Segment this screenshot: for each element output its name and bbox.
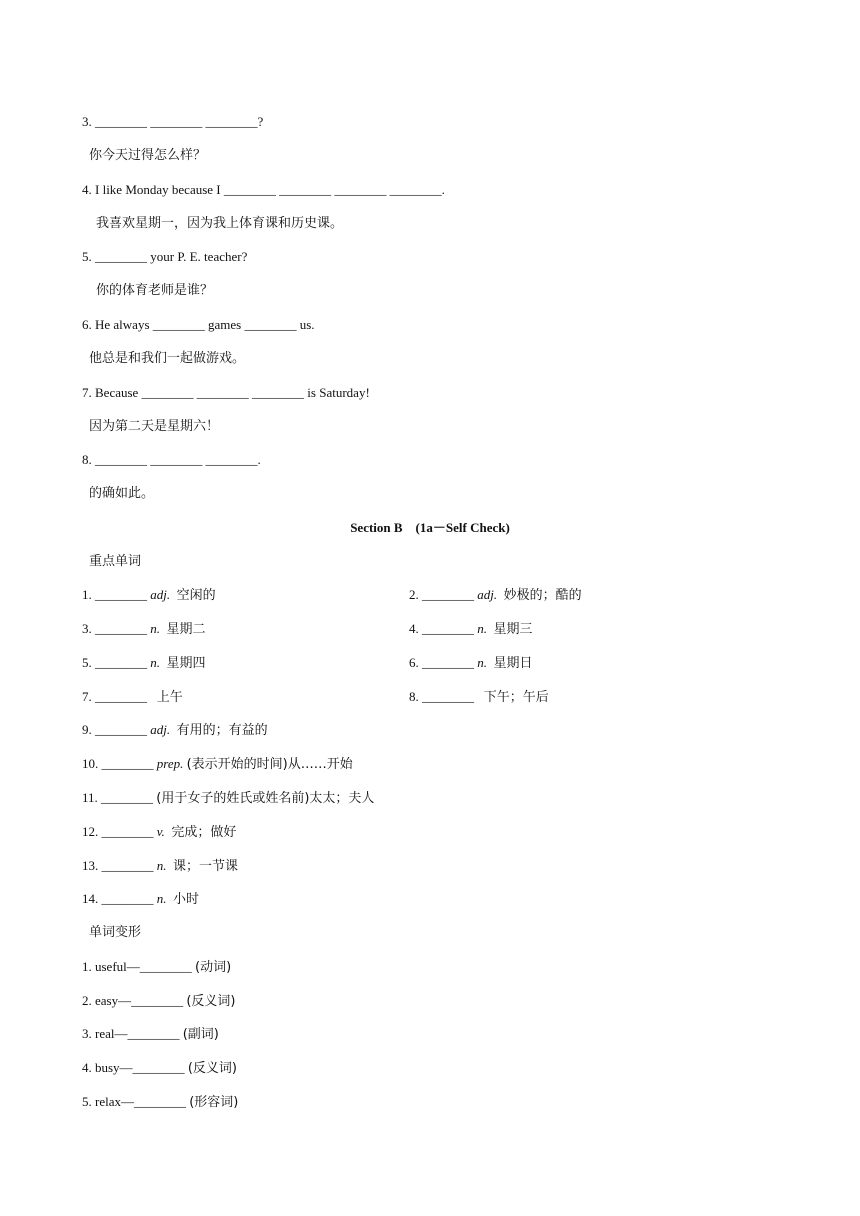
form-item: 1. useful—________ (动词)	[82, 959, 232, 975]
sentence-4: 4. I like Monday because I ________ ________ ________ ________.	[82, 182, 445, 197]
vocab-item: 6. ________ n. 星期日	[409, 655, 533, 671]
vocab-item: 5. ________ n. 星期四	[82, 655, 206, 671]
vocab-item: 13. ________ n. 课；一节课	[82, 858, 239, 874]
vocab-item: 1. ________ adj. 空闲的	[82, 587, 216, 603]
translation-3: 你今天过得怎么样？	[89, 148, 207, 163]
form-item: 5. relax—________ (形容词)	[82, 1094, 239, 1110]
translation-7: 因为第二天是星期六！	[89, 419, 220, 434]
sentence-5: 5. ________ your P. E. teacher?	[82, 249, 248, 264]
vocab-item: 9. ________ adj. 有用的；有益的	[82, 722, 268, 738]
section-title: Section B (1a－Self Check)	[350, 520, 510, 535]
sentence-3: 3. ________ ________ ________?	[82, 114, 264, 129]
vocab-item: 12. ________ v. 完成；做好	[82, 824, 237, 840]
vocab-item: 3. ________ n. 星期二	[82, 621, 206, 637]
translation-5: 你的体育老师是谁？	[96, 283, 214, 298]
translation-8: 的确如此。	[89, 486, 155, 501]
vocab-item: 7. ________ 上午	[82, 689, 183, 705]
sentence-6: 6. He always ________ games ________ us.	[82, 317, 315, 332]
sentence-7: 7. Because ________ ________ ________ is Saturday!	[82, 385, 370, 400]
vocab-item: 10. ________ prep. (表示开始的时间)从……开始	[82, 756, 353, 772]
form-item: 3. real—________ (副词)	[82, 1026, 219, 1042]
sentence-8: 8. ________ ________ ________.	[82, 452, 261, 467]
vocab-item: 11. ________ (用于女子的姓氏或姓名前)太太；夫人	[82, 790, 375, 806]
vocab-item: 4. ________ n. 星期三	[409, 621, 533, 637]
vocab-item: 14. ________ n. 小时	[82, 891, 200, 907]
forms-heading: 单词变形	[89, 925, 142, 940]
vocab-heading: 重点单词	[89, 554, 142, 569]
translation-4: 我喜欢星期一，因为我上体育课和历史课。	[96, 216, 344, 231]
vocab-item: 2. ________ adj. 妙极的；酷的	[409, 587, 582, 603]
translation-6: 他总是和我们一起做游戏。	[89, 351, 246, 366]
vocab-item: 8. ________ 下午；午后	[409, 689, 549, 705]
form-item: 4. busy—________ (反义词)	[82, 1060, 237, 1076]
form-item: 2. easy—________ (反义词)	[82, 993, 236, 1009]
